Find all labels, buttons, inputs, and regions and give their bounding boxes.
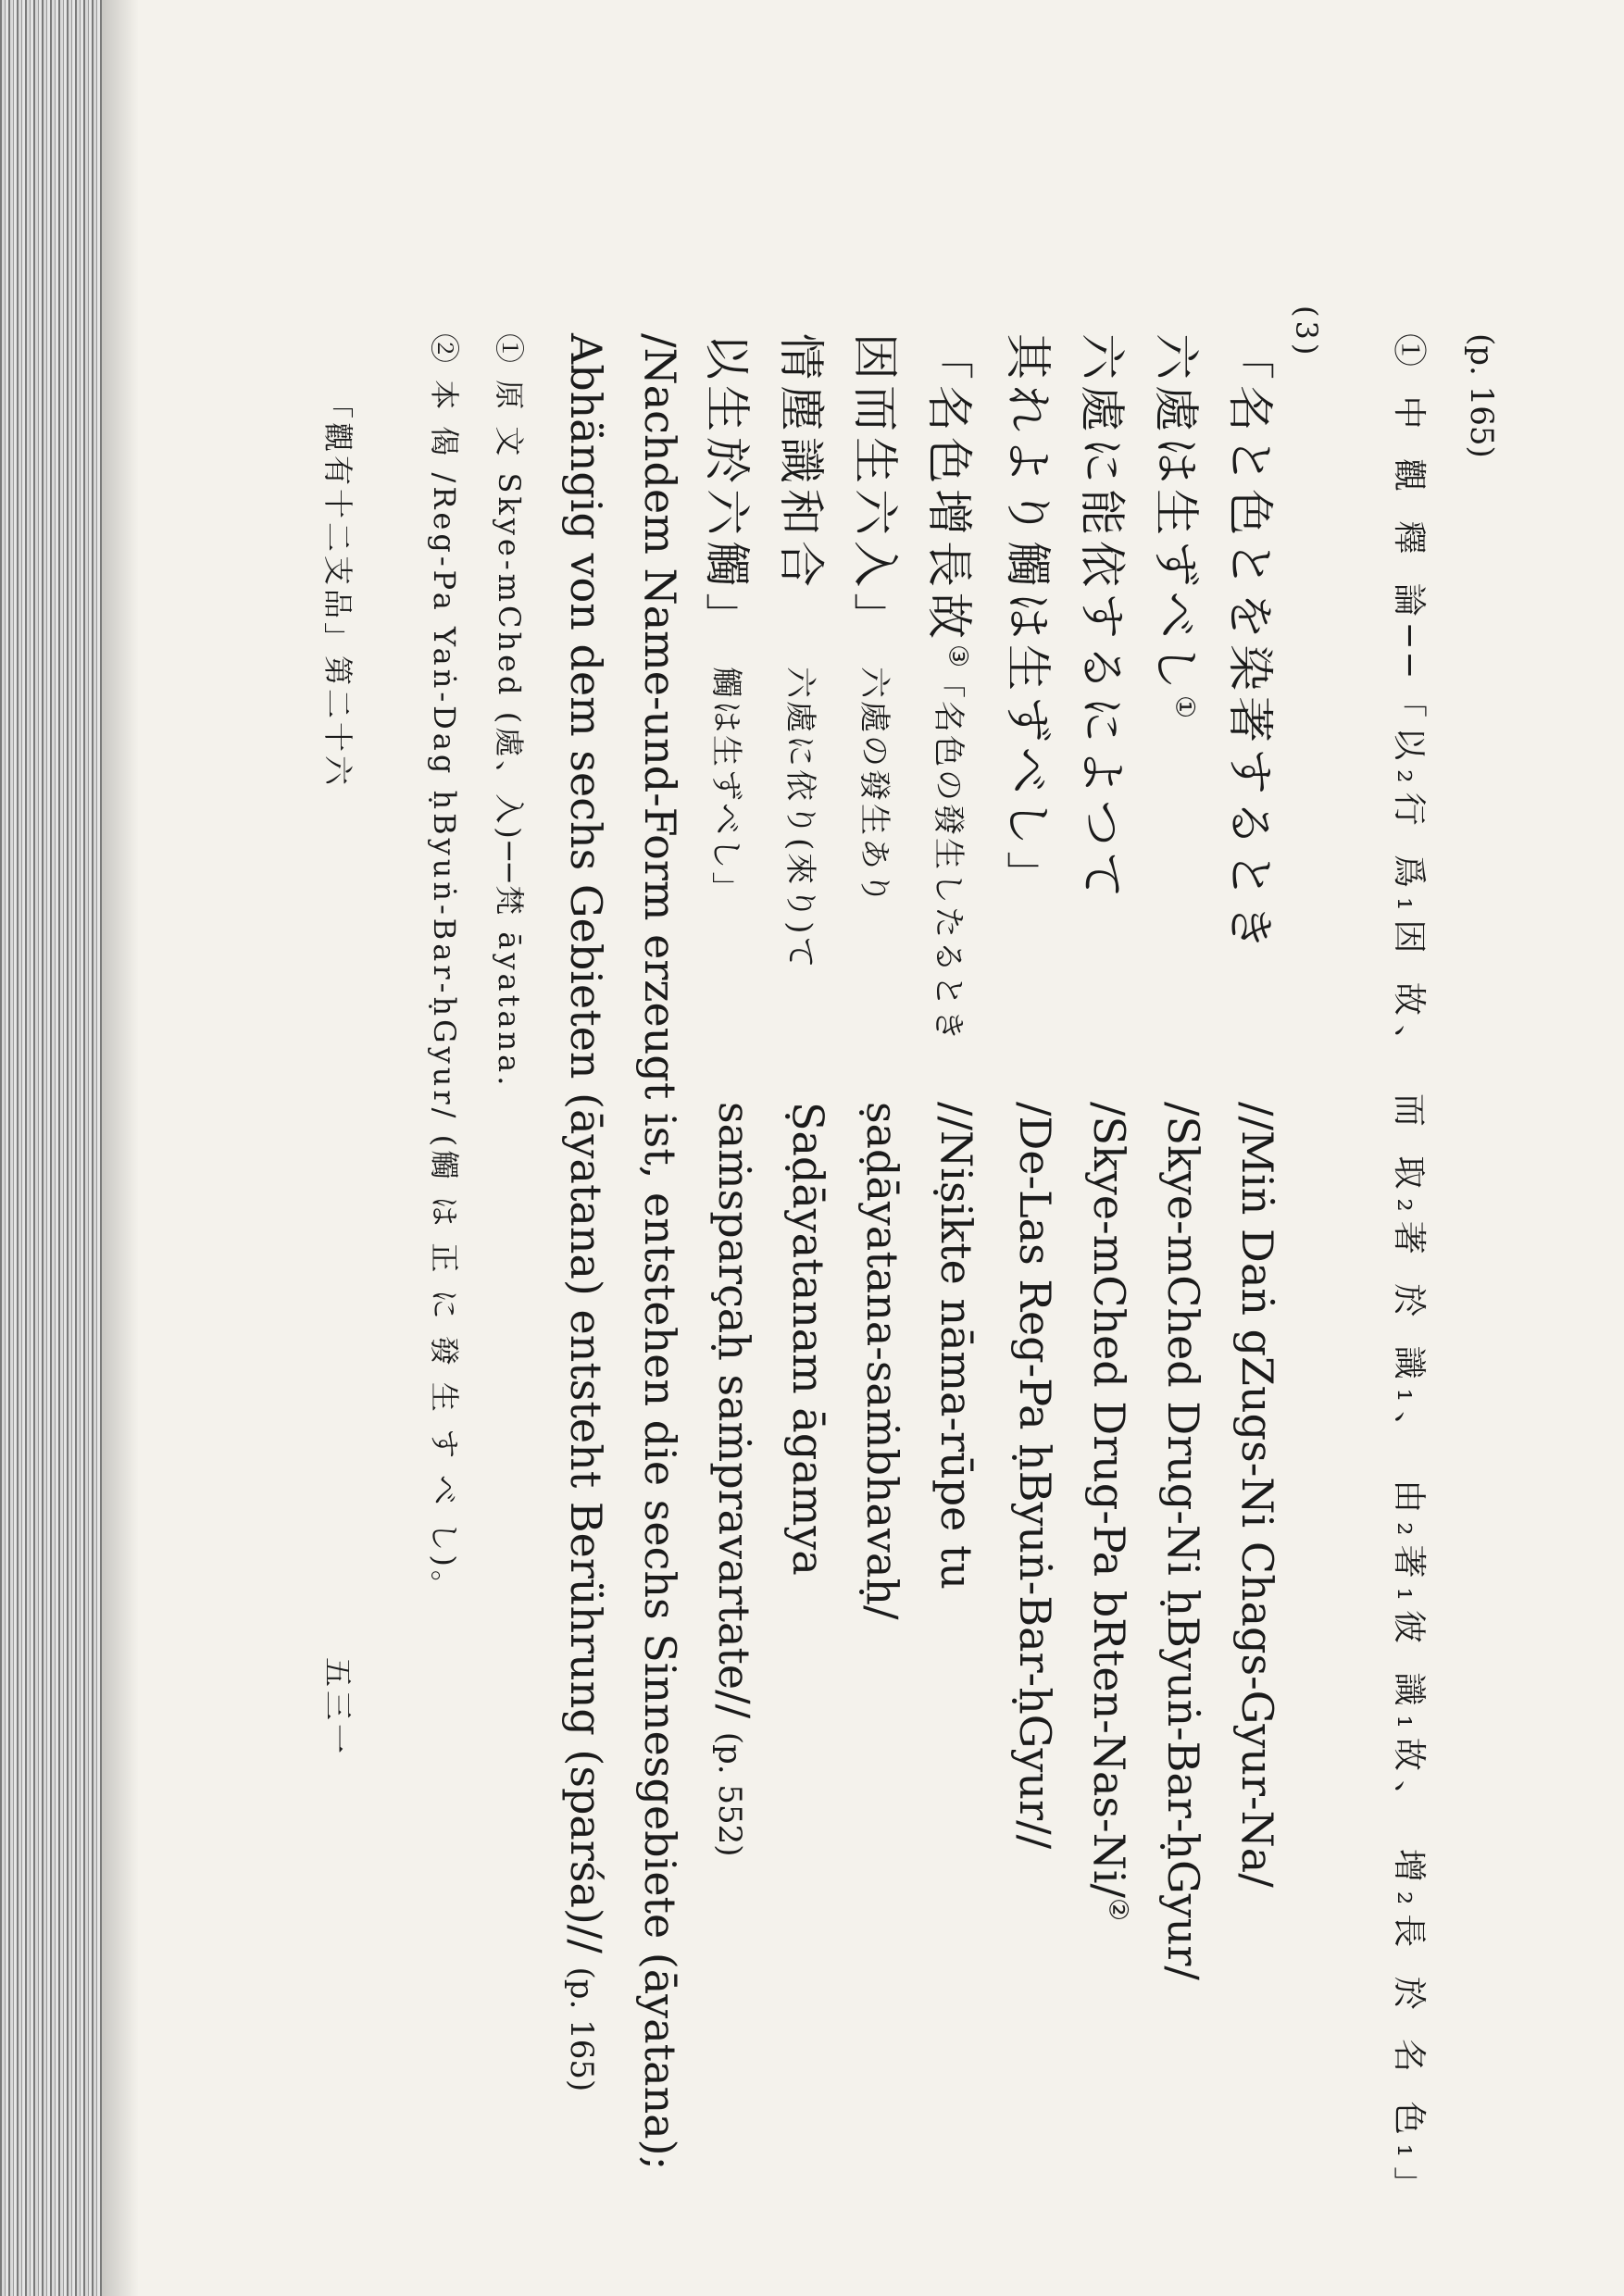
chinese-verse-3: 情塵識和合 xyxy=(774,333,828,593)
chinese-verse-4-gloss: 觸は生ずべし」 xyxy=(707,667,744,906)
verse-japanese-4-text: 其れより觸は生ずべし」 xyxy=(1001,333,1055,903)
chinese-verse-1-text: 「名色增長故 xyxy=(922,333,976,644)
chinese-verse-2: 因而生六入」 xyxy=(848,333,902,644)
footnote-2 xyxy=(425,333,468,1603)
rotated-page-content xyxy=(222,306,1500,2210)
german-translation-line-2-text: Abhängig von dem sechs Gebieten (āyatana) entsteht Berührung (sparśa)// xyxy=(561,333,611,1953)
tibetan-line-3-marker: ② xyxy=(1103,1898,1134,1922)
verse-japanese-4 xyxy=(998,333,1065,903)
footer-chapter-title: 「觀有十二支品」第二十六 xyxy=(320,389,356,790)
verse-japanese-2-marker: ① xyxy=(1169,695,1201,725)
sanskrit-line-1: //Niṣikte nāma-rūpe tu xyxy=(931,1102,981,1591)
tibetan-line-3-text: /Skye-mChed Drug-Pa bRten-Nas-Ni/ xyxy=(1084,1102,1134,1899)
verse-japanese-1-text: 「名と色とを染著するとき xyxy=(1223,333,1277,955)
sanskrit-line-2: ṣaḍāyatana-saṁbhavaḥ/ xyxy=(857,1102,907,1620)
sanskrit-line-3: Ṣaḍāyatanam āgamya xyxy=(783,1102,833,1576)
chinese-verse-1-marker: ③ xyxy=(943,644,974,674)
german-translation-line-1: /Nachdem Name-und-Form erzeugt ist, entstehen die sechs Sinnesgebiete (āyatana); xyxy=(635,333,685,2171)
verse-japanese-1 xyxy=(1220,333,1287,955)
footnote-2-marker: ② xyxy=(427,333,462,368)
chinese-verse-3-gloss: 六處に依り(來り)て xyxy=(781,667,818,971)
footer-page-number: 五三一 xyxy=(320,1657,356,1758)
chinese-verse-1 xyxy=(919,333,986,673)
footnote-1 xyxy=(490,333,532,1089)
german-translation-line-2 xyxy=(561,333,611,2091)
verse-japanese-3-text: 六處に能依するによつて xyxy=(1075,333,1129,904)
tibetan-line-1: //Miṅ Daṅ gZugs-Ni Chags-Gyur-Na/ xyxy=(1232,1102,1282,1888)
sanskrit-line-4-text: saṁsparçaḥ saṁpravartate// xyxy=(709,1102,759,1719)
footnote-2-text: 本 偈 /Reg-Pa Yaṅ-Dag ḥByuṅ-Bar-ḥGyur/ (觸 は 正 に 發 生 す べ し)。 xyxy=(427,380,462,1603)
tibetan-line-4: /De-Las Reg-Pa ḥByuṅ-Bar-ḥGyur// xyxy=(1010,1102,1060,1850)
chinese-verse-1-gloss: 「名色の發生したるとき xyxy=(930,667,967,1043)
sanskrit-page-ref: (p. 552) xyxy=(711,1731,748,1857)
header-note xyxy=(1388,333,1435,2209)
sanskrit-line-4 xyxy=(709,1102,759,1857)
section-number: (3) xyxy=(1289,306,1324,359)
header-page-ref: (p. 165) xyxy=(1463,333,1500,458)
verse-japanese-2 xyxy=(1146,333,1213,724)
tibetan-line-2: /Skye-mChed Drug-Ni ḥByuṅ-Bar-ḥGyur/ xyxy=(1158,1102,1208,1980)
footnote-1-marker: ① xyxy=(492,333,527,368)
binding-fade xyxy=(102,0,139,2296)
book-binding-shadow xyxy=(0,0,102,2296)
chinese-verse-2-gloss: 六處の發生あり xyxy=(856,667,893,906)
header-note-text: 中 觀 釋 論──「以₂行 爲₁因 故、 而 取₂著 於 識₁、 由₂著₁彼 識₁故、 增₂長 於 名 色₁」 xyxy=(1390,395,1428,2210)
german-page-ref: (p. 165) xyxy=(563,1966,600,2092)
tibetan-line-3 xyxy=(1084,1102,1134,1921)
header-note-marker: ① xyxy=(1390,333,1428,377)
chinese-verse-4: 以生於六觸」 xyxy=(700,333,754,644)
verse-japanese-3 xyxy=(1072,333,1139,904)
footnote-1-text: 原 文 Skye-mChed (處、入)──梵 āyatana. xyxy=(492,380,527,1090)
verse-japanese-2-text: 六處は生ずべし xyxy=(1149,333,1203,695)
